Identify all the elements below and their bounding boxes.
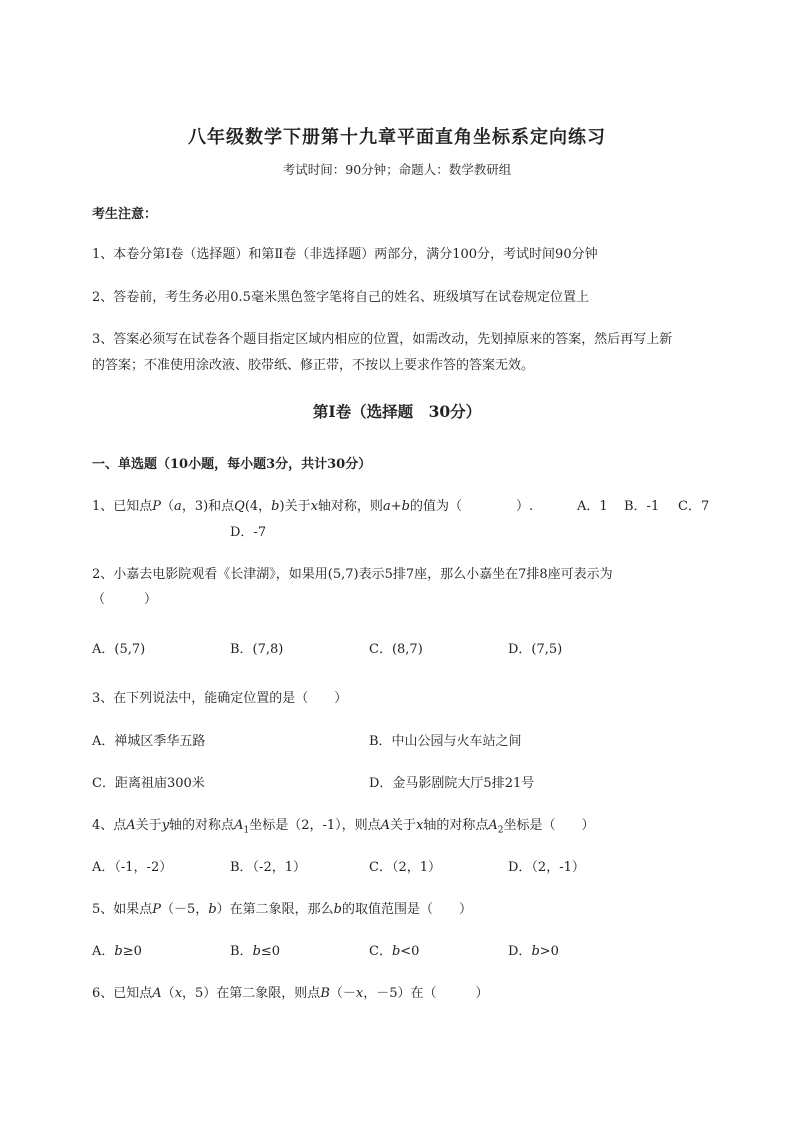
exam-subtitle: 考试时间：90分钟；命题人：数学教研组 xyxy=(282,162,512,177)
question-2-stem: 2、小嘉去电影院观看《长津湖》，如果用(5,7)表示5排7座，那么小嘉坐在7排8座可表示为 xyxy=(92,567,613,582)
q4-option-a: A．（-1，-2） xyxy=(92,860,173,875)
q1-option-c: C．7 xyxy=(678,499,710,514)
notice-item-2: 2、答卷前，考生务必用0.5毫米黑色签字笔将自己的姓名、班级填写在试卷规定位置上 xyxy=(92,290,589,305)
section-title: 第Ⅰ卷（选择题 30分） xyxy=(312,402,482,421)
q2-option-a: A．(5,7) xyxy=(92,642,146,657)
question-3-stem: 3、在下列说法中，能确定位置的是（ ） xyxy=(92,691,348,706)
q4-option-b: B．（-2，1） xyxy=(230,860,306,875)
q4-option-d: D．（2，-1） xyxy=(508,860,585,875)
question-2-stem-cont: （ ） xyxy=(92,592,158,607)
question-5-stem: 5、如果点P（－5，b）在第二象限，那么b的取值范围是（ ） xyxy=(92,902,472,917)
notice-item-1: 1、本卷分第Ⅰ卷（选择题）和第Ⅱ卷（非选择题）两部分，满分100分，考试时间90分钟 xyxy=(92,247,598,262)
q2-option-b: B．(7,8) xyxy=(230,642,284,657)
q1-option-d: D．-7 xyxy=(230,525,267,540)
q5-option-c: C．b<0 xyxy=(369,944,420,959)
notice-item-3-cont: 的答案；不准使用涂改液、胶带纸、修正带，不按以上要求作答的答案无效。 xyxy=(92,358,535,373)
q5-option-d: D．b>0 xyxy=(508,944,559,959)
q1-option-b: B．-1 xyxy=(624,499,660,514)
q5-option-b: B．b≤0 xyxy=(230,944,281,959)
q3-option-b: B．中山公园与火车站之间 xyxy=(369,734,522,749)
q3-option-d: D．金马影剧院大厅5排21号 xyxy=(369,776,535,791)
question-6-stem: 6、已知点A（x，5）在第二象限，则点B（－x，－5）在（ ） xyxy=(92,986,489,1001)
q4-option-c: C．（2，1） xyxy=(369,860,441,875)
q3-option-c: C．距离祖庙300米 xyxy=(92,776,205,791)
exam-title: 八年级数学下册第十九章平面直角坐标系定向练习 xyxy=(188,127,606,148)
question-4-stem: 4、点A关于y轴的对称点$A_1$坐标是（2，-1），则点A关于x轴的对称点$A_2$坐标是（ ） xyxy=(92,818,595,836)
notice-item-3: 3、答案必须写在试卷各个题目指定区域内相应的位置，如需改动，先划掉原来的答案，然后再写上新 xyxy=(92,332,673,347)
q1-option-a: A．1 xyxy=(577,499,608,514)
q5-option-a: A．b≥0 xyxy=(92,944,142,959)
q2-option-c: C．(8,7) xyxy=(369,642,423,657)
q3-option-a: A．禅城区季华五路 xyxy=(92,734,206,749)
question-1-stem: 1、已知点P（a，3)和点Q(4，b)关于x轴对称，则a+b的值为（ ）. xyxy=(92,499,534,514)
q2-option-d: D．(7,5) xyxy=(508,642,563,657)
part-title: 一、单选题（10小题，每小题3分，共计30分） xyxy=(92,457,372,472)
notice-heading: 考生注意： xyxy=(92,207,158,222)
